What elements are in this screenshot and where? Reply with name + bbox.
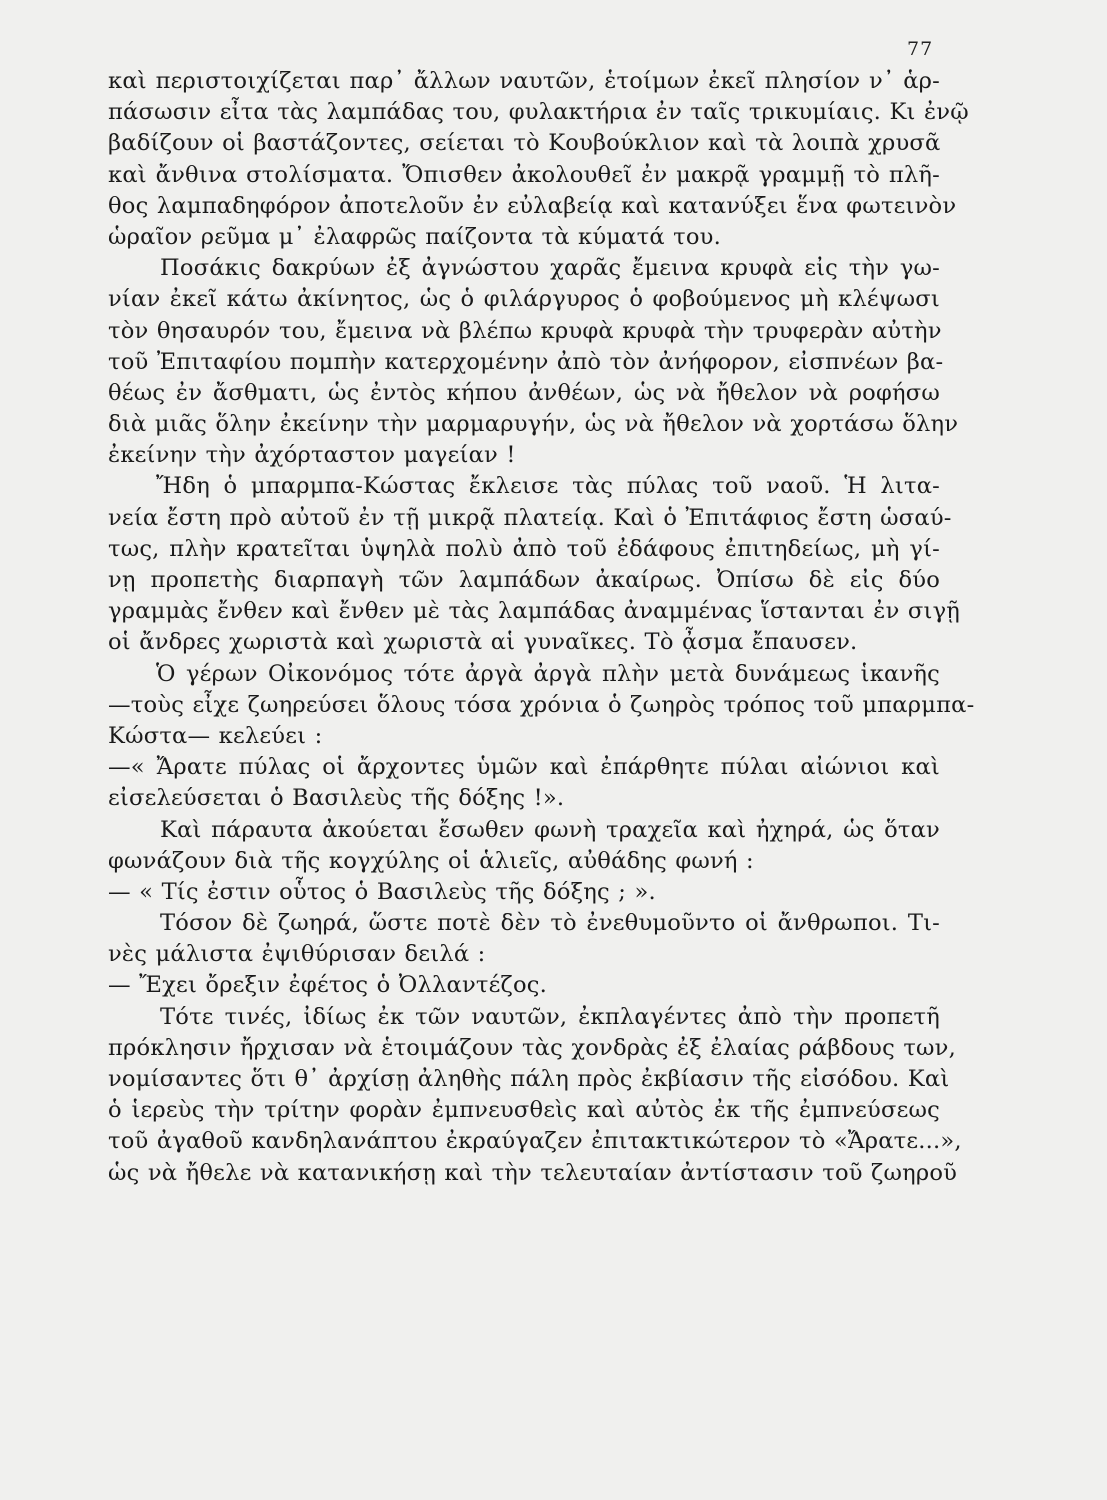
text-line: Ὁ γέρων Οἰκονόμος τότε ἀργὰ ἀργὰ πλὴν μετὰ δυνάμεως ἱκανῆς	[156, 660, 940, 687]
text-line: Τότε τινές, ἰδίως ἐκ τῶν ναυτῶν, ἐκπλαγέντες ἀπὸ τὴν προπετῆ	[160, 1003, 940, 1030]
text-line: ἐκείνην τὴν ἀχόρταστον μαγείαν !	[108, 442, 516, 469]
text-line: πάσωσιν εἶτα τὰς λαμπάδας του, φυλακτήρια ἐν ταῖς τρικυμίαις. Κι ἐνῷ	[108, 99, 969, 126]
text-line: καὶ περιστοιχίζεται παρ᾽ ἄλλων ναυτῶν, ἑτοίμων ἐκεῖ πλησίον ν᾽ ἁρ-	[108, 68, 940, 94]
text-line: ὡς νὰ ἤθελε νὰ κατανικήσῃ καὶ τὴν τελευταίαν ἀντίστασιν τοῦ ζωηροῦ	[108, 1159, 958, 1186]
text-line: Τόσον δὲ ζωηρά, ὥστε ποτὲ δὲν τὸ ἐνεθυμοῦντο οἱ ἄνθρωποι. Τι-	[160, 910, 940, 937]
text-line: νεία ἔστη πρὸ αὐτοῦ ἐν τῇ μικρᾷ πλατείᾳ. Καὶ ὁ Ἐπιτάφιος ἔστη ὡσαύ-	[108, 504, 952, 531]
page-number: 77	[907, 38, 934, 60]
text-line: ὡραῖον ρεῦμα μ᾽ ἐλαφρῶς παίζοντα τὰ κύματά του.	[108, 223, 721, 250]
text-line: θέως ἐν ἄσθματι, ὡς ἐντὸς κήπου ἀνθέων, ὡς νὰ ἤθελον νὰ ροφήσω	[108, 379, 940, 406]
text-line: νομίσαντες ὅτι θ᾽ ἀρχίσῃ ἀληθὴς πάλη πρὸς ἐκβίασιν τῆς εἰσόδου. Καὶ	[108, 1066, 950, 1092]
text-line: τὸν θησαυρόν του, ἔμεινα νὰ βλέπω κρυφὰ κρυφὰ τὴν τρυφερὰν αὐτὴν	[108, 317, 942, 344]
text-line: βαδίζουν οἱ βαστάζοντες, σείεται τὸ Κουβούκλιον καὶ τὰ λοιπὰ χρυσᾶ	[108, 130, 941, 157]
text-line: νῃ προπετὴς διαρπαγὴ τῶν λαμπάδων ἀκαίρως. Ὀπίσω δὲ εἰς δύο	[108, 567, 940, 593]
text-line: νίαν ἐκεῖ κάτω ἀκίνητος, ὡς ὁ φιλάργυρος ὁ φοβούμενος μὴ κλέψωσι	[108, 286, 940, 313]
text-line: πρόκλησιν ἤρχισαν νὰ ἑτοιμάζουν τὰς χονδρὰς ἐξ ἐλαίας ράβδους των,	[108, 1034, 956, 1061]
text-line: τοῦ Ἐπιταφίου πομπὴν κατερχομένην ἀπὸ τὸν ἀνήφορον, εἰσπνέων βα-	[108, 348, 944, 375]
text-line: καὶ ἄνθινα στολίσματα. Ὄπισθεν ἀκολουθεῖ ἐν μακρᾷ γραμμῇ τὸ πλῆ-	[108, 161, 940, 188]
text-line: γραμμὰς ἔνθεν καὶ ἔνθεν μὲ τὰς λαμπάδας ἀναμμένας ἵστανται ἐν σιγῇ	[108, 598, 961, 625]
text-line: Κώστα— κελεύει :	[108, 722, 323, 749]
text-line: ὁ ἱερεὺς τὴν τρίτην φορὰν ἐμπνευσθεὶς καὶ αὐτὸς ἐκ τῆς ἐμπνεύσεως	[108, 1097, 940, 1124]
text-line: — « Τίς ἐστιν οὗτος ὁ Βασιλεὺς τῆς δόξης ; ».	[108, 878, 656, 905]
text-line: Ἤδη ὁ μπαρμπα-Κώστας ἔκλεισε τὰς πύλας τοῦ ναοῦ. Ἡ λιτα-	[156, 473, 940, 500]
text-line: — Ἔχει ὄρεξιν ἐφέτος ὁ Ὀλλαντέζος.	[108, 972, 548, 999]
text-line: τοῦ ἀγαθοῦ κανδηλανάπτου ἐκραύγαζεν ἐπιτακτικώτερον τὸ «Ἄρατε...»,	[108, 1128, 962, 1155]
text-line: τως, πλὴν κρατεῖται ὑψηλὰ πολὺ ἀπὸ τοῦ ἐδάφους ἐπιτηδείως, μὴ γί-	[108, 535, 940, 562]
text-line: Καὶ πάραυτα ἀκούεται ἔσωθεν φωνὴ τραχεῖα καὶ ἠχηρά, ὡς ὅταν	[160, 816, 940, 843]
text-line: νὲς μάλιστα ἐψιθύρισαν δειλά :	[108, 941, 486, 968]
text-line: οἱ ἄνδρες χωριστὰ καὶ χωριστὰ αἱ γυναῖκες. Τὸ ᾆσμα ἔπαυσεν.	[108, 629, 858, 656]
text-line: εἰσελεύσεται ὁ Βασιλεὺς τῆς δόξης !».	[108, 785, 565, 812]
text-line: Ποσάκις δακρύων ἐξ ἀγνώστου χαρᾶς ἔμεινα κρυφὰ εἰς τὴν γω-	[160, 255, 940, 282]
text-line: θος λαμπαδηφόρον ἀποτελοῦν ἐν εὐλαβείᾳ καὶ κατανύξει ἕνα φωτεινὸν	[108, 192, 957, 219]
text-line: —« Ἄρατε πύλας οἱ ἄρχοντες ὑμῶν καὶ ἐπάρθητε πύλαι αἰώνιοι καὶ	[108, 754, 940, 781]
text-line: διὰ μιᾶς ὅλην ἐκείνην τὴν μαρμαρυγήν, ὡς νὰ ἤθελον νὰ χορτάσω ὅλην	[108, 411, 959, 438]
text-line: —τοὺς εἶχε ζωηρεύσει ὅλους τόσα χρόνια ὁ ζωηρὸς τρόπος τοῦ μπαρμπα-	[108, 691, 975, 718]
body-text	[108, 66, 975, 1189]
text-line: φωνάζουν διὰ τῆς κογχύλης οἱ ἁλιεῖς, αὐθάδης φωνή :	[108, 847, 754, 874]
